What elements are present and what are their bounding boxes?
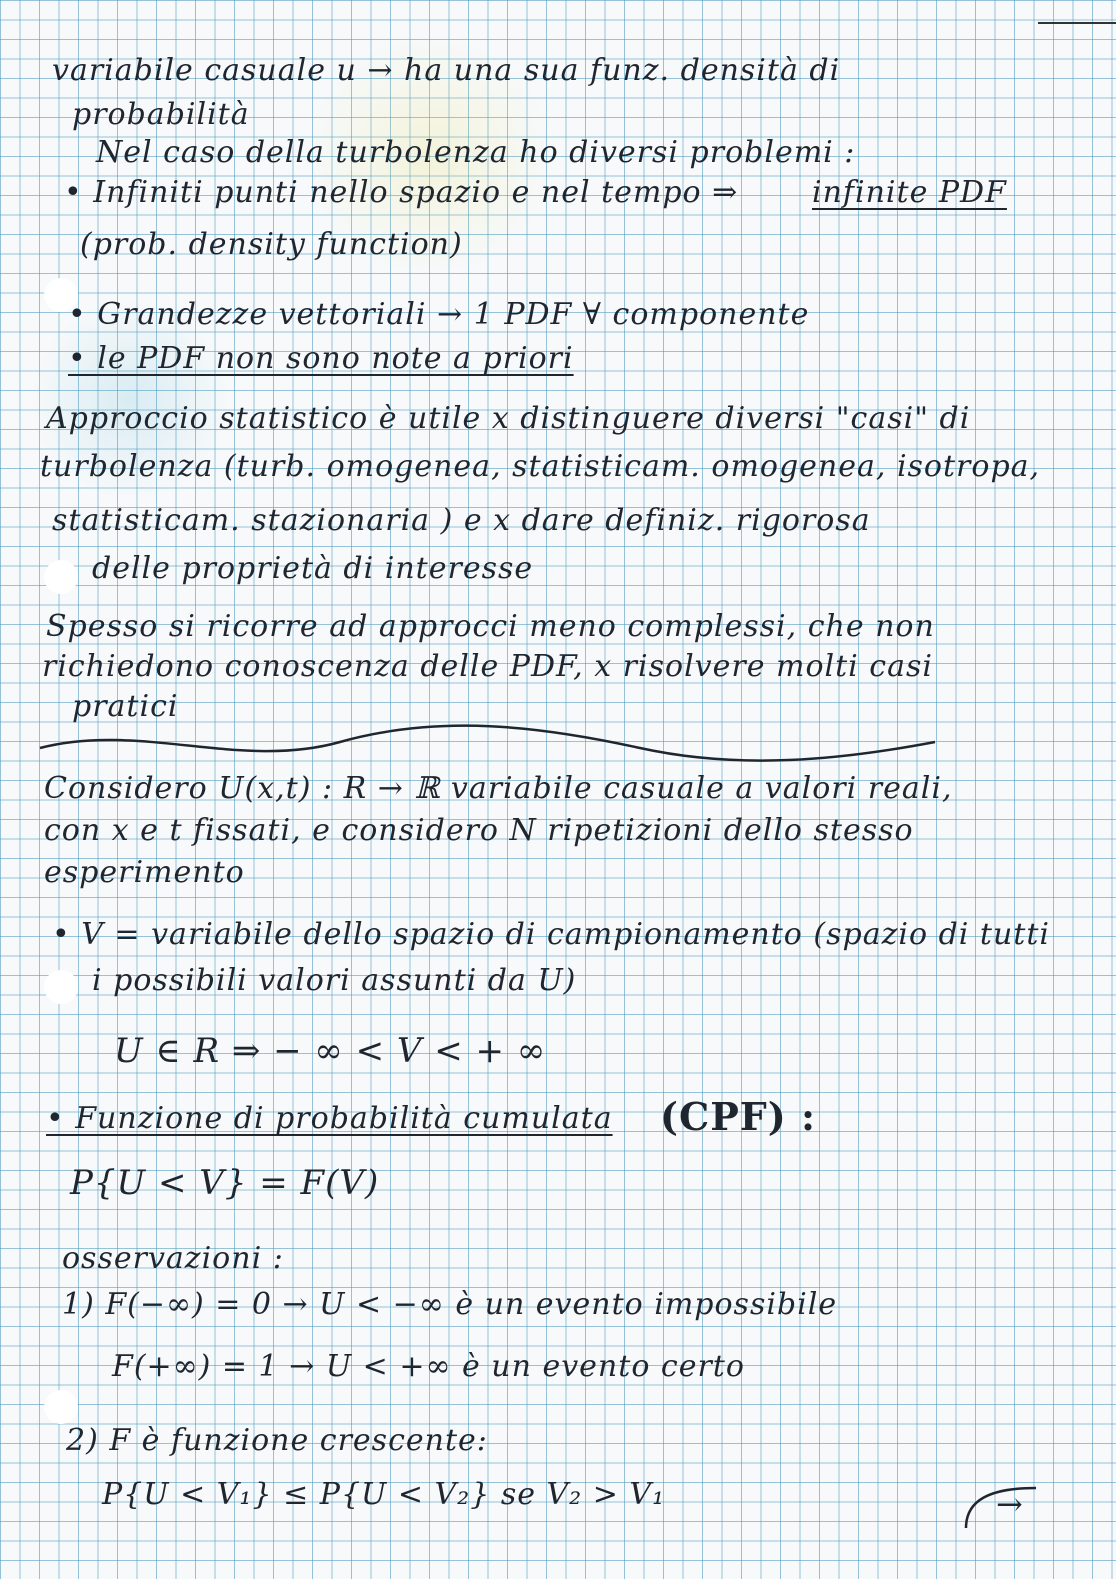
text-line: • le PDF non sono note a priori [68, 341, 574, 376]
page-turn-arrow-icon: → [996, 1485, 1024, 1523]
text-line: pratici [72, 689, 179, 724]
text-line: 1) F(−∞) = 0 → U < −∞ è un evento impossibile [62, 1287, 838, 1322]
text-line: Nel caso della turbolenza ho diversi problemi : [96, 135, 856, 170]
text-line: variabile casuale u → ha una sua funz. densità di [52, 53, 841, 88]
section-heading: • Funzione di probabilità cumulata [46, 1101, 613, 1136]
acronym: (CPF) : [660, 1094, 817, 1139]
text-line: osservazioni : [62, 1241, 284, 1276]
text-line: • V = variabile dello spazio di campionamento (spazio di tutti [52, 917, 1050, 952]
text-line: • Grandezze vettoriali → 1 PDF ∀ componente [68, 297, 810, 332]
text-line: (prob. density function) [80, 227, 463, 262]
text-line: turbolenza (turb. omogenea, statisticam. omogenea, isotropa, [40, 449, 1041, 484]
text-line: Considero U(x,t) : R → ℝ variabile casuale a valori reali, [44, 771, 953, 806]
text-line: statisticam. stazionaria ) e x dare definiz. rigorosa [52, 503, 871, 538]
text-line: • Infiniti punti nello spazio e nel tempo ⇒ [64, 175, 739, 210]
text-line: Spesso si ricorre ad approcci meno complessi, che non [46, 609, 935, 644]
text-line: richiedono conoscenza delle PDF, x risolvere molti casi [42, 649, 933, 684]
text-line: i possibili valori assunti da U) [92, 963, 577, 998]
underlined-term: infinite PDF [812, 175, 1007, 210]
text-line: probabilità [72, 97, 250, 132]
formula: P{U < V} = F(V) [70, 1163, 380, 1203]
wavy-separator [40, 726, 935, 761]
formula: P{U < V₁} ≤ P{U < V₂} se V₂ > V₁ [102, 1477, 666, 1512]
text-line: Approccio statistico è utile x distinguere diversi "casi" di [46, 401, 971, 436]
text-line: F(+∞) = 1 → U < +∞ è un evento certo [112, 1349, 745, 1384]
text-line: esperimento [44, 855, 245, 890]
text-line: 2) F è funzione crescente: [66, 1423, 488, 1458]
text-line: con x e t fissati, e considero N ripetizioni dello stesso [44, 813, 914, 848]
formula: U ∈ R ⇒ − ∞ < V < + ∞ [114, 1031, 547, 1071]
text-line: delle proprietà di interesse [92, 551, 534, 586]
